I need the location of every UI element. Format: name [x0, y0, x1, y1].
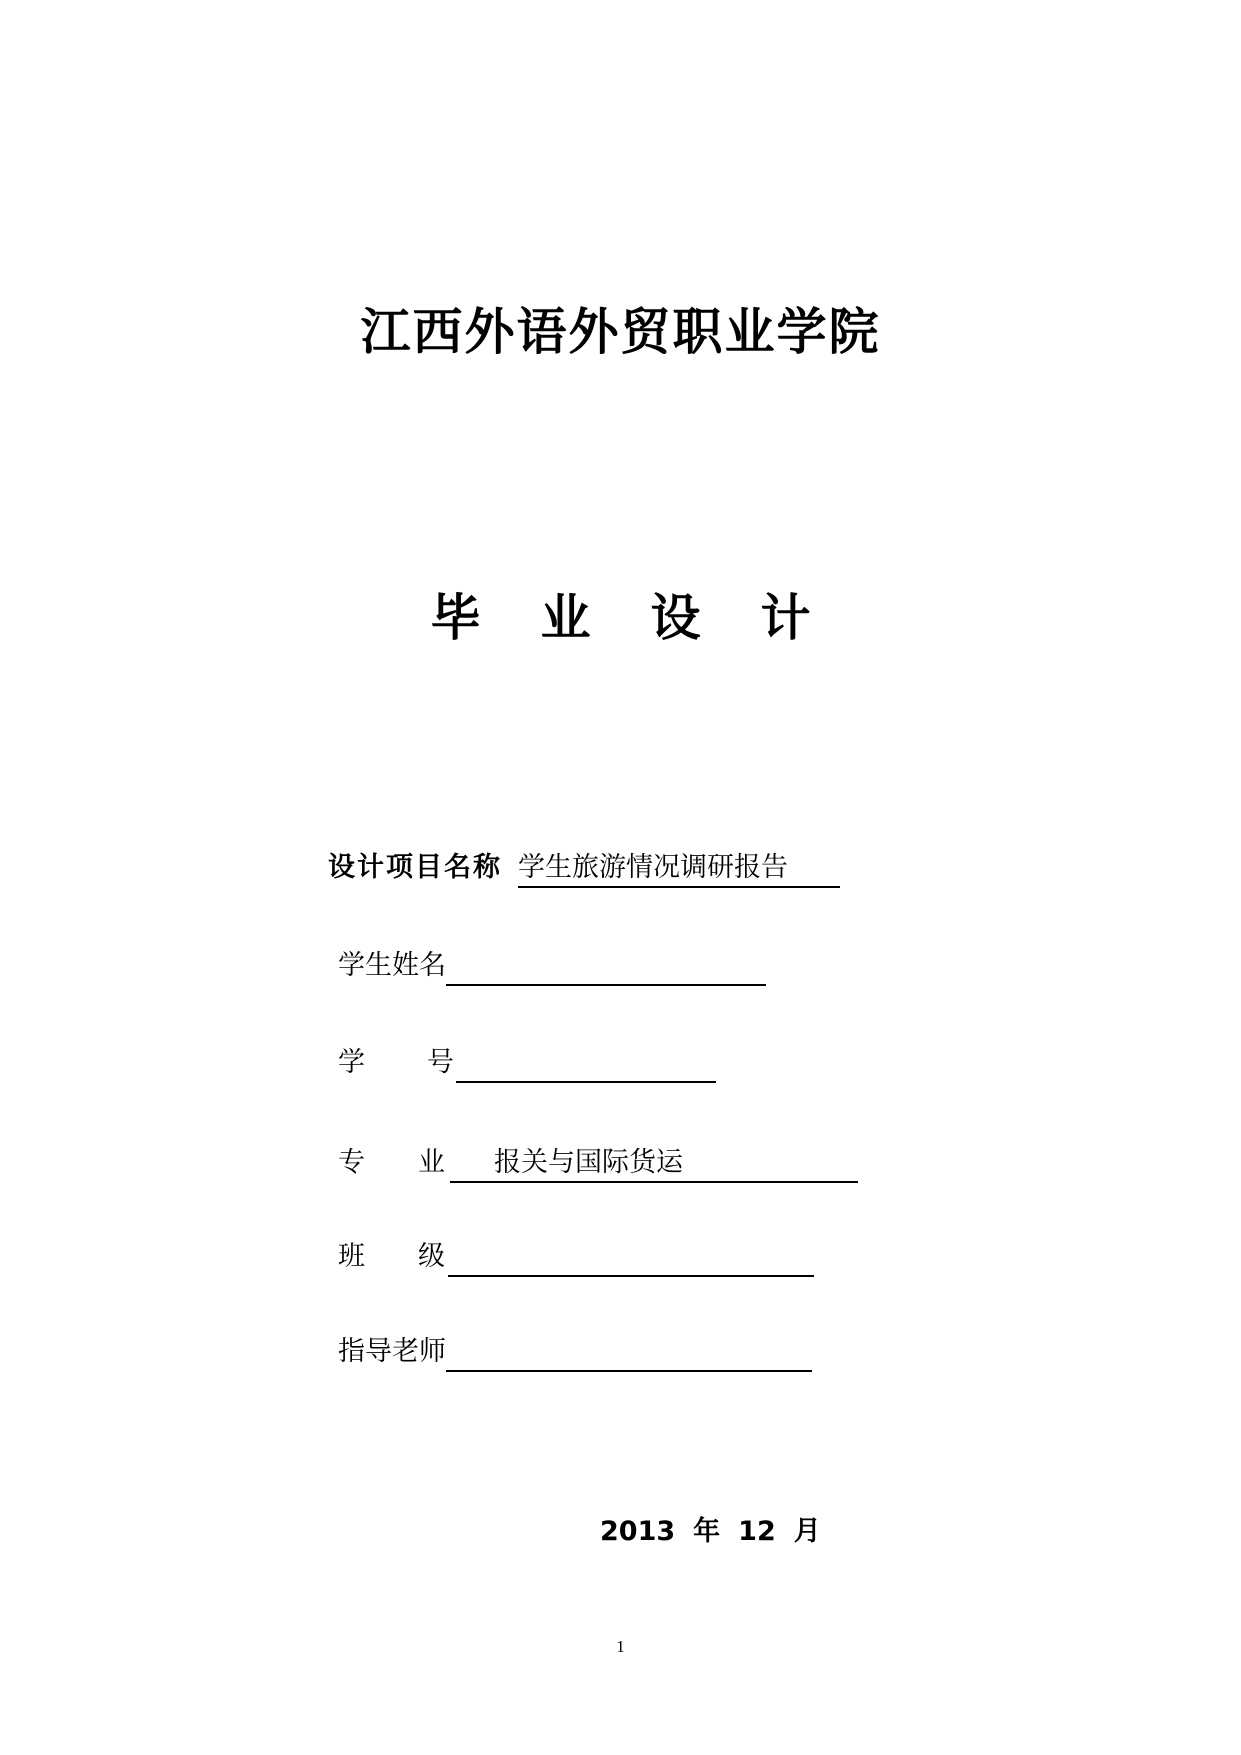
student-name-value [446, 946, 766, 986]
class-label [338, 1237, 448, 1277]
submission-date [600, 1512, 821, 1552]
student-id-field [338, 1043, 716, 1083]
project-name-field [328, 848, 840, 888]
student-id-label [338, 1043, 456, 1083]
student-id-value [456, 1043, 716, 1083]
advisor-value [446, 1332, 812, 1372]
date-year: 2013 [600, 1516, 676, 1547]
advisor-field [338, 1332, 812, 1372]
date-year-unit: 年 [693, 1516, 721, 1547]
major-label [338, 1143, 450, 1183]
class-label-char-1: 班 [338, 1241, 365, 1272]
major-value-line [450, 1143, 858, 1183]
school-name: 江西外语外贸职业学院 [360, 302, 881, 361]
page-number: 1 [616, 1637, 625, 1656]
major-label-char-1: 专 [338, 1147, 365, 1178]
major-label-char-2: 业 [418, 1147, 445, 1178]
advisor-label: 指导老师 [338, 1336, 446, 1367]
date-month-unit: 月 [793, 1516, 821, 1547]
student-name-field [338, 946, 766, 986]
major-value: 报关与国际货运 [494, 1147, 683, 1178]
document-title: 毕业设计 [430, 588, 871, 647]
student-name-label: 学生姓名 [338, 950, 446, 981]
class-label-char-2: 级 [418, 1241, 445, 1272]
date-month: 12 [738, 1516, 776, 1547]
student-id-label-char-1: 学 [338, 1047, 365, 1078]
project-name-label: 设计项目名称 [328, 852, 502, 883]
class-value [448, 1237, 814, 1277]
major-field [338, 1143, 858, 1183]
student-id-label-char-2: 号 [427, 1047, 454, 1078]
class-field [338, 1237, 814, 1277]
project-name-value: 学生旅游情况调研报告 [518, 848, 840, 888]
